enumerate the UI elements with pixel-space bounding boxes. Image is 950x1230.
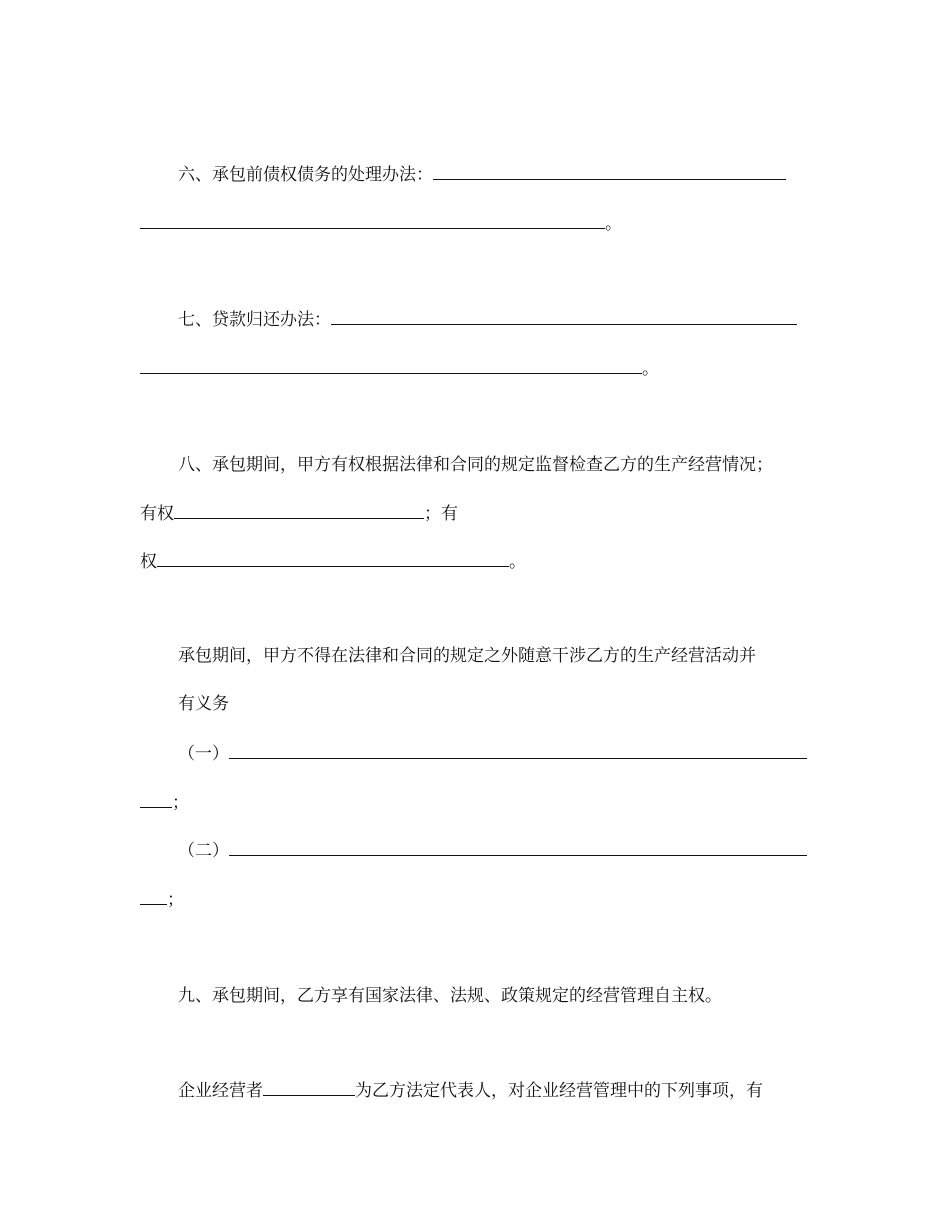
clause-eight-right2-prefix: 权 (140, 552, 157, 572)
clause-seven-line1 (178, 306, 797, 332)
clause-eight-item2-end: ； (167, 890, 184, 910)
clause-nine-line1 (178, 983, 722, 1009)
clause-six-line1 (178, 161, 786, 187)
clause-six-blank-1[interactable] (433, 161, 786, 180)
clause-eight-item2-blank-2[interactable] (140, 886, 167, 905)
clause-eight-right-2 (140, 548, 526, 574)
clause-six-blank-2[interactable] (140, 210, 605, 229)
clause-eight-right1-suffix: ；有 (424, 504, 458, 524)
clause-eight-text: 八、承包期间，甲方有权根据法律和合同的规定监督检查乙方的生产经营情况； (178, 455, 773, 475)
clause-seven-blank-2[interactable] (140, 355, 642, 374)
clause-nine-rep-blank[interactable] (263, 1077, 355, 1096)
clause-eight-item1-label: （一） (178, 744, 229, 764)
clause-eight-line1 (178, 452, 773, 478)
clause-eight-item1-cont (140, 789, 189, 815)
clause-eight-right2-suffix: 。 (509, 552, 526, 572)
clause-seven-line2 (140, 355, 659, 381)
clause-eight-right1-prefix: 有权 (140, 504, 174, 524)
clause-nine-rep-line (178, 1077, 763, 1103)
clause-eight-item1-end: ； (172, 793, 189, 813)
clause-seven-blank-1[interactable] (331, 306, 797, 325)
clause-eight-right-1 (140, 500, 458, 526)
clause-nine-text: 九、承包期间，乙方享有国家法律、法规、政策规定的经营管理自主权。 (178, 986, 722, 1006)
clause-eight-item2-label: （二） (178, 841, 229, 861)
clause-eight-duty-text1: 承包期间，甲方不得在法律和合同的规定之外随意干涉乙方的生产经营活动并 (178, 646, 756, 666)
clause-six-line2 (140, 210, 622, 236)
clause-nine-rep-prefix: 企业经营者 (178, 1081, 263, 1101)
clause-six-label: 六、承包前债权债务的处理办法： (178, 165, 433, 185)
clause-seven-label: 七、贷款归还办法： (178, 310, 331, 330)
clause-nine-rep-suffix: 为乙方法定代表人，对企业经营管理中的下列事项，有 (355, 1081, 763, 1101)
clause-eight-item1-blank[interactable] (229, 740, 807, 759)
clause-eight-right2-blank[interactable] (157, 548, 509, 567)
clause-seven-end: 。 (642, 359, 659, 379)
clause-eight-duty-line1 (178, 643, 756, 669)
clause-eight-item2 (178, 837, 807, 863)
clause-eight-item2-cont (140, 886, 184, 912)
clause-eight-item1 (178, 740, 807, 766)
clause-eight-item1-blank-2[interactable] (140, 789, 172, 808)
clause-eight-duty-text2: 有义务 (178, 694, 229, 714)
clause-eight-right1-blank[interactable] (174, 500, 424, 519)
clause-eight-duty-line2 (178, 691, 229, 717)
clause-eight-item2-blank[interactable] (229, 837, 807, 856)
clause-six-end: 。 (605, 214, 622, 234)
